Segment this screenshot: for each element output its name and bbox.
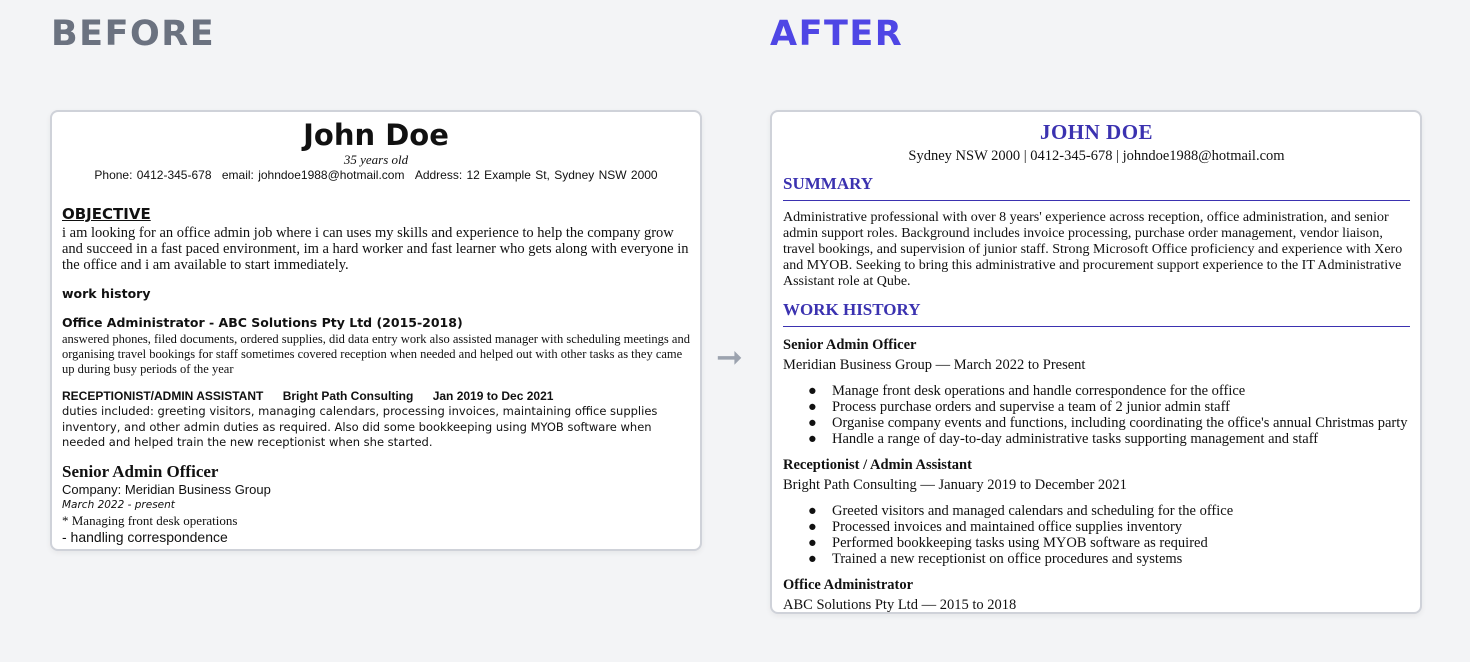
after-job-meta: Bright Path Consulting — January 2019 to December 2021 — [783, 477, 1127, 493]
before-job3-line2: - handling correspondence — [62, 528, 228, 545]
after-name: JOHN DOE — [1039, 120, 1154, 144]
arrow-right-icon: ➞ — [716, 338, 743, 376]
before-job3-title: Senior Admin Officer — [62, 461, 219, 481]
before-work-history-heading: work history — [62, 286, 151, 301]
after-job-title: Receptionist / Admin Assistant — [783, 457, 972, 473]
before-job1-title: Office Administrator - ABC Solutions Pty Ltd (2015-2018) — [62, 315, 463, 330]
after-job-bullets — [783, 503, 1410, 567]
after-job — [783, 337, 1410, 447]
bullet-item: ● Manage front desk operations and handle correspondence for the office — [808, 383, 1246, 399]
bullet-icon: ● — [808, 431, 817, 447]
bullet-item: ● Trained a new receptionist on office procedures and systems — [808, 551, 1183, 567]
after-job-title: Senior Admin Officer — [783, 337, 917, 353]
before-address: Address: 12 Example St, Sydney NSW 2000 — [414, 168, 658, 182]
before-email: email: johndoe1988@hotmail.com — [221, 168, 405, 182]
before-job2-dates: Jan 2019 to Dec 2021 — [432, 389, 554, 403]
bullet-item: ● Organise company events and functions, including coordinating the office's annual Christmas party — [808, 415, 1408, 431]
bullet-icon: ● — [808, 535, 817, 551]
before-resume-card — [50, 110, 702, 551]
after-job-bullets — [783, 383, 1410, 447]
after-label: AFTER — [770, 14, 904, 54]
before-objective-text: i am looking for an office admin job where i can uses my skills and experience to help the company grow and succeed in a fast paced environment, im a hard worker and fast learner who gets along with everyone in the office and i am available to start immediately. — [62, 225, 689, 273]
before-contact — [62, 168, 690, 182]
before-age: 35 years old — [343, 152, 409, 167]
after-work-history-heading: WORK HISTORY — [783, 300, 1410, 327]
after-resume-card — [770, 110, 1422, 614]
bullet-item: ● Performed bookkeeping tasks using MYOB software as required — [808, 535, 1208, 551]
bullet-icon: ● — [808, 503, 817, 519]
bullet-item: ● Handle a range of day-to-day administrative tasks supporting management and staff — [808, 431, 1319, 447]
after-summary-heading: SUMMARY — [783, 174, 1410, 201]
before-name: John Doe — [303, 118, 449, 152]
before-job2-company: Bright Path Consulting — [282, 389, 414, 403]
before-job2-header — [62, 389, 690, 403]
after-job-meta: ABC Solutions Pty Ltd — 2015 to 2018 — [783, 597, 1017, 613]
bullet-icon: ● — [808, 399, 817, 415]
after-job — [783, 577, 1410, 614]
bullet-icon: ● — [808, 519, 817, 535]
after-job — [783, 457, 1410, 567]
before-job3-company: Company: Meridian Business Group — [62, 481, 271, 497]
after-job-title: Office Administrator — [783, 577, 914, 593]
bullet-icon: ● — [808, 551, 817, 567]
before-job1-text: answered phones, filed documents, ordered supplies, did data entry work also assisted manager with scheduling meetings and organising travel bookings for staff sometimes covered reception when needed and helped out with other tasks as they came up during busy periods of the year — [62, 332, 690, 376]
before-label: BEFORE — [51, 14, 216, 54]
before-job2-text: duties included: greeting visitors, managing calendars, processing invoices, maintaining office supplies inventory, and other admin duties as required. Also did some bookkeeping using MYOB software when needed and helped train the new receptionist when she started. — [62, 404, 658, 449]
bullet-item: ● Process purchase orders and supervise a team of 2 junior admin staff — [808, 399, 1230, 415]
before-job3-line1: * Managing front desk operations — [62, 512, 238, 528]
bullet-item: ● Greeted visitors and managed calendars and scheduling for the office — [808, 503, 1234, 519]
before-job2-title: RECEPTIONIST/ADMIN ASSISTANT — [62, 389, 264, 403]
before-phone: Phone: 0412-345-678 — [94, 168, 212, 182]
bullet-icon: ● — [808, 415, 817, 431]
after-summary-text: Administrative professional with over 8 years' experience across reception, office administration, and senior admin support roles. Background includes invoice processing, purchase order management, vendor liaison, travel bookings, and supervision of junior staff. Strong Microsoft Office proficiency and experience with Xero and MYOB. Seeking to bring this administrative and procurement support experience to the IT Administrative Assistant role at Qube. — [783, 210, 1403, 289]
after-contact: Sydney NSW 2000 | 0412-345-678 | johndoe1988@hotmail.com — [908, 148, 1285, 164]
after-job-meta: Meridian Business Group — March 2022 to Present — [783, 357, 1086, 373]
before-objective-heading: OBJECTIVE — [62, 205, 151, 223]
bullet-icon: ● — [808, 383, 817, 399]
before-job3-dates: March 2022 - present — [62, 498, 175, 511]
bullet-item: ● Processed invoices and maintained office supplies inventory — [808, 519, 1183, 535]
